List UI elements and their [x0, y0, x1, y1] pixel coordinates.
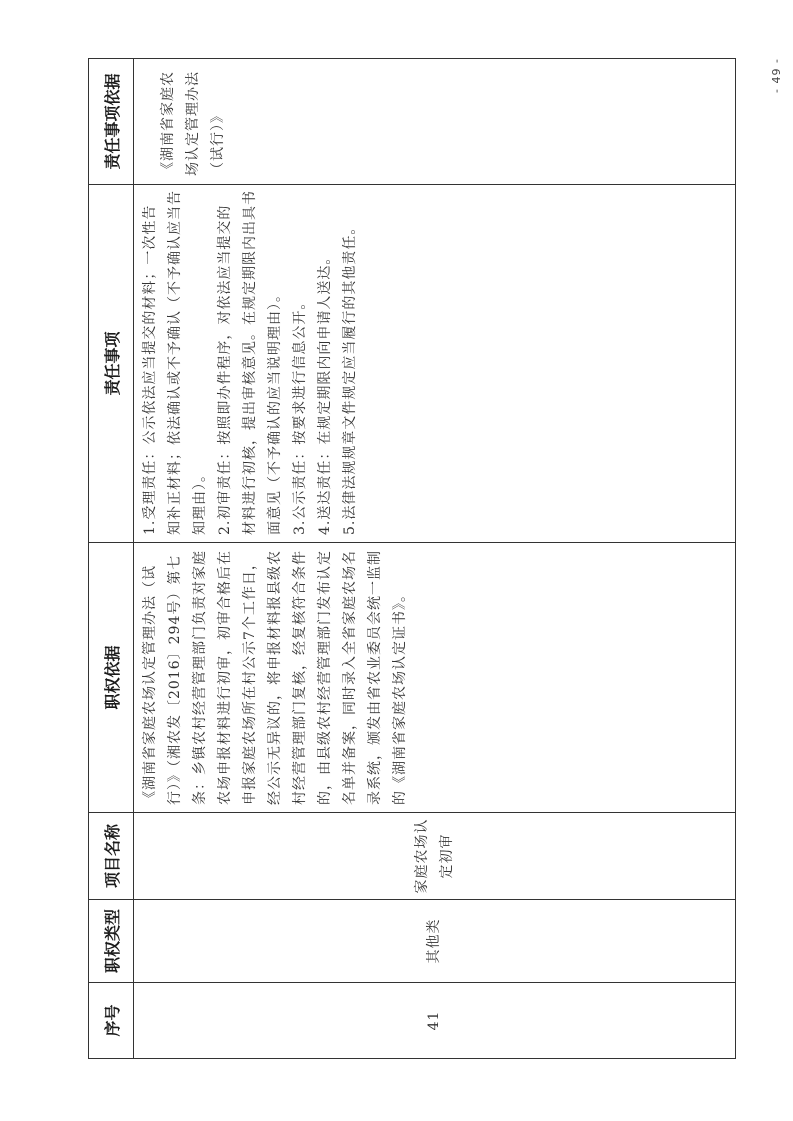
power-list-table [88, 58, 736, 1059]
cell-item: 家庭农场认定初审 [134, 813, 736, 900]
page-number: - 49 - [770, 58, 783, 93]
basis-text: 《湖南省家庭农场认定管理办法（试行）》（湘农发〔2016〕294号）第七条：乡镇农村经营管理部门负责对家庭农场申报材料进行初审，初审合格后在申报家庭农场所在村公示7个工作日，经公示无异议的，将申报材料报县级农村经营管理部门复核，经复核符合条件的，由县级农村经营管理部门发布认定名单并备案，同时录入全省家庭农场名录系统，颁发由省农业委员会统一监制的《湖南省家庭农场认定证书》。 [142, 550, 408, 805]
cell-duty-basis: 《湖南省家庭农场认定管理办法（试行）》 [134, 59, 736, 185]
table-row [134, 59, 736, 1059]
duty-item: 1.受理责任：公示依法应当提交的材料；一次性告知补正材料；依法确认或不予确认（不予确认应当告知理由）。 [142, 190, 208, 535]
header-seq: 序号 [89, 983, 134, 1059]
duty-item: 3.公示责任：按要求进行信息公开。 [292, 294, 308, 535]
cell-duty [134, 185, 736, 543]
table-header-row [89, 59, 134, 1059]
header-basis: 职权依据 [89, 543, 134, 813]
cell-category: 其他类 [134, 900, 736, 983]
header-item: 项目名称 [89, 813, 134, 900]
duty-item: 5.法律法规规章文件规定应当履行的其他责任。 [342, 219, 358, 535]
cell-basis [134, 543, 736, 813]
header-duty-basis: 责任事项依据 [89, 59, 134, 185]
header-duty: 责任事项 [89, 185, 134, 543]
header-category: 职权类型 [89, 900, 134, 983]
duty-item: 2.初审责任：按照即办件程序，对依法应当提交的材料进行初核，提出审核意见。在规定期限内出具书面意见（不予确认的应当说明理由）。 [217, 190, 283, 535]
cell-seq: 41 [134, 983, 736, 1059]
duty-item: 4.送达责任：在规定期限内向申请人送达。 [317, 249, 333, 535]
